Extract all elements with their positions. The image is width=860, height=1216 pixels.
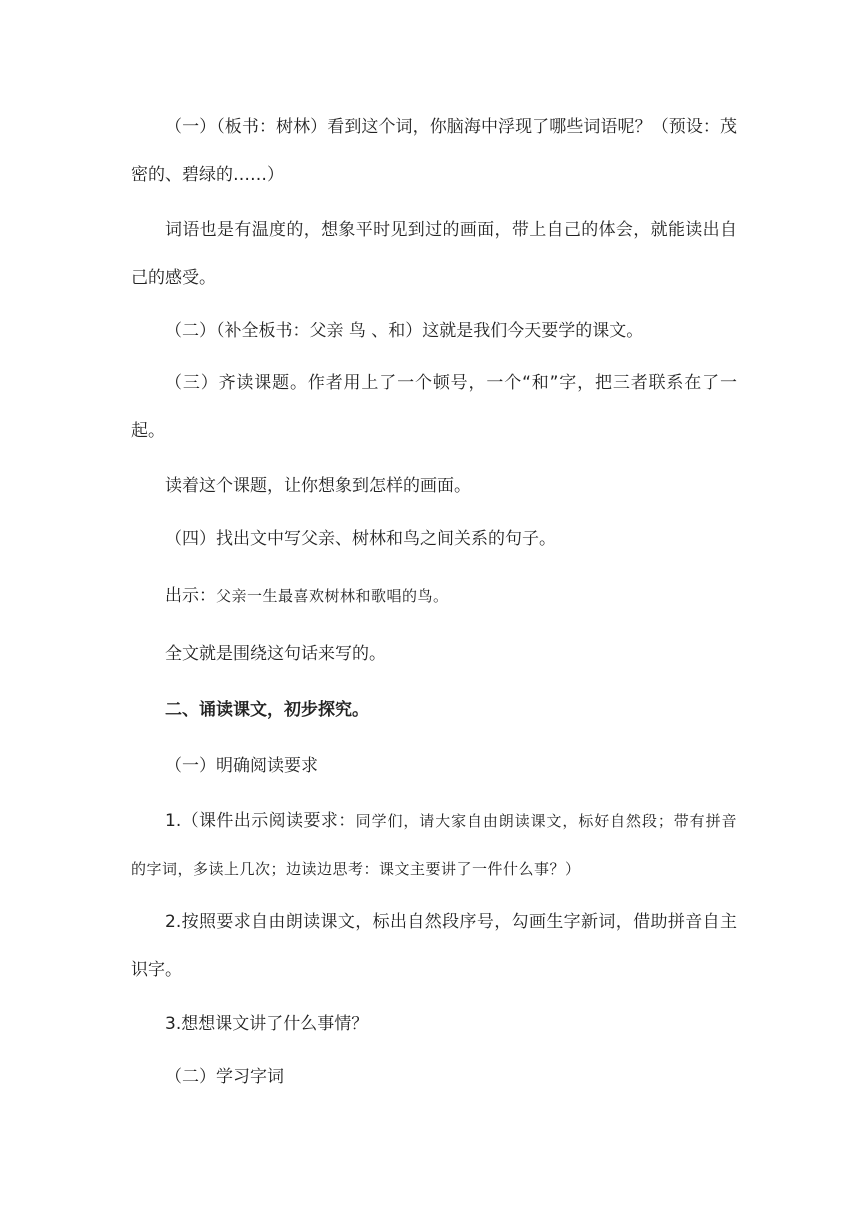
paragraph-13: （二）学习字词 (165, 1067, 284, 1087)
paragraph-4: （三）齐读课题。作者用上了一个顿号，一个“和”字，把三者联系在了一起。 (131, 373, 737, 441)
quote-label: 出示： (165, 586, 216, 606)
paragraph-5: 读着这个课题，让你想象到怎样的画面。 (165, 476, 471, 496)
quoted-sentence: 父亲一生最喜欢树林和歌唱的鸟。 (216, 587, 449, 605)
section-heading-2: 二、诵读课文，初步探究。 (165, 700, 369, 720)
paragraph-2: 词语也是有温度的，想象平时见到过的画面，带上自己的体会，就能读出自己的感受。 (131, 220, 737, 288)
paragraph-10 (131, 797, 737, 893)
paragraph-6: （四）找出文中写父亲、树林和鸟之间关系的句子。 (165, 529, 556, 549)
paragraph-11: 2.按照要求自由朗读课文，标出自然段序号，勾画生字新词，借助拼音自主识字。 (131, 912, 737, 980)
paragraph-8: 全文就是围绕这句话来写的。 (165, 644, 386, 664)
paragraph-9: （一）明确阅读要求 (165, 756, 318, 776)
paragraph-1: （一）（板书：树林）看到这个词，你脑海中浮现了哪些词语呢？（预设：茂密的、碧绿的……） (131, 117, 737, 185)
paragraph-3: （二）（补全板书：父亲 鸟 、和）这就是我们今天要学的课文。 (165, 321, 644, 341)
paragraph-12: 3.想想课文讲了什么事情？ (165, 1014, 369, 1034)
reading-requirement-label: 1.（课件出示阅读要求： (165, 811, 356, 831)
reading-requirement-text: 同学们，请大家自由朗读课文，标好自然段；带有拼音的字词，多读上几次；边读边思考：课文主要讲了一件什么事？） (131, 812, 737, 878)
paragraph-7 (131, 572, 737, 620)
